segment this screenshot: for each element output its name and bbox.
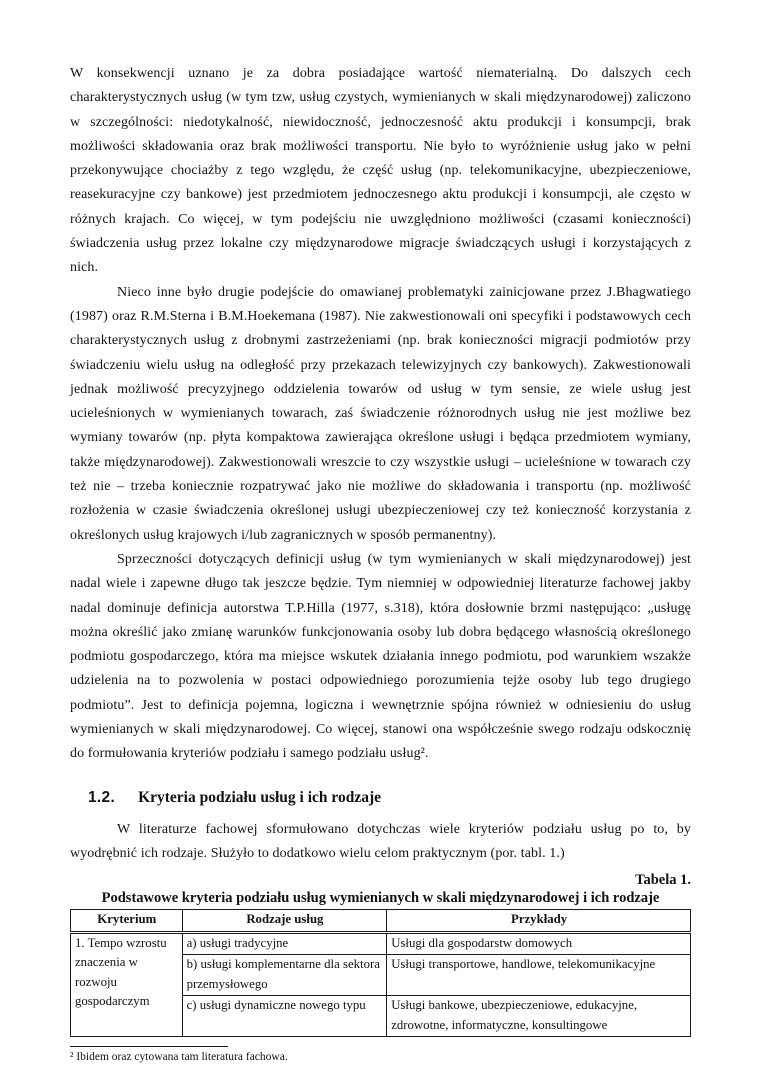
section-number: 1.2. (88, 788, 116, 806)
table-label: Tabela 1. (635, 872, 691, 889)
paragraph-4: W literaturze fachowej sformułowano dotychczas wiele kryteriów podziału usług po to, by wyodrębnić ich rodzaje. Służyło to dodatkowo wielu celom praktycznym (por. tabl. 1.) (70, 821, 691, 861)
examples-cell: Usługi dla gospodarstw domowych (387, 932, 691, 955)
paragraph-2: Nieco inne było drugie podejście do omawianej problematyki zainicjowane przez J.Bhagwatiego (1987) oraz R.M.Sterna i B.M.Hoekemana (1987). Nie zakwestionowali oni specyfiki i podstawowych cech charakterystycznych usług z drobnymi zastrzeżeniami (np. brak konieczności migracji podmiotów przy świadczeniu wielu usług na odległość przy przekazach telewizyjnych czy bankowych). Zakwestionowali jednak możliwość precyzyjnego oddzielenia towarów od usług w tym sensie, ze wiele usług jest ucieleśnionych w wymienianych towarach, zaś świadczenie różnorodnych usług nie jest możliwe bez wymiany towarów (np. płyta kompaktowa zawierająca określone usługi i będąca przedmiotem wymiany, także międzynarodowej). Zakwestionowali wreszcie to czy wszystkie usługi – ucieleśnione w towarach czy też nie – trzeba koniecznie rozpatrywać jako nie możliwe do składowania i transportu (np. możliwość rozłożenia w czasie świadczenia określonej usługi ubezpieczeniowej czy też konieczność korzystania z określonych usług krajowych i/lub zagranicznych w sposób permanentny). (70, 284, 691, 543)
column-header-rodzaje: Rodzaje usług (182, 910, 387, 933)
column-header-przyklady: Przykłady (387, 910, 691, 933)
table-row (71, 932, 691, 955)
footnote-separator (70, 1046, 228, 1047)
table-caption: Podstawowe kryteria podziału usług wymienianych w skali międzynarodowej i ich rodzaje (101, 890, 660, 907)
paragraph-1: W konsekwencji uznano je za dobra posiadające wartość niematerialną. Do dalszych cech charakterystycznych usług (w tym tzw, usług czystych, wymienianych w skali międzynarodowej) zaliczono w szczególności: niedotykalność, niewidoczność, jednoczesność aktu produkcji i konsumpcji, brak możliwości składowania oraz brak możliwości transportu. Nie było to wyróżnienie usług jako w pełni przekonywujące chociażby z tego względu, że część usług (np. telekomunikacyjne, ubezpieczeniowe, reasekuracyjne czy bankowe) jest przedmiotem jednoczesnego aktu produkcji i konsumpcji, ale często w różnych krajach. Co więcej, w tym podejściu nie uwzględniono możliwości (czasami konieczności) świadczenia usług przez lokalne czy międzynarodowe migracje świadczących usługi i korzystających z nich. (70, 66, 691, 276)
paragraph-3: Sprzeczności dotyczących definicji usług (w tym wymienianych w skali międzynarodowej) jest nadal wiele i zapewne długo tak jeszcze będzie. Tym niemniej w odpowiedniej literaturze fachowej jakby nadal dominuje definicja autorstwa T.P.Hilla (1977, s.318), która dosłownie brzmi następująco: „usługę można określić jako zmianę warunków funkcjonowania osoby lub dobra będącego własnością określonego podmiotu gospodarczego, która ma miejsce wskutek działania innego podmiotu, pod warunkiem wszakże udzielenia na to pozwolenia w postaci odpowiedniego porozumienia tejże osoby lub tego drugiego podmiotu”. Jest to definicja pojemna, logiczna i wewnętrznie spójna również w odniesieniu do usług wymienianych w skali międzynarodowej. Co więcej, stanowi ona współcześnie swego rodzaju odskocznię do formułowania kryteriów podziału i samego podziału usług². (70, 551, 691, 762)
examples-cell: Usługi transportowe, handlowe, telekomunikacyjne (387, 955, 691, 996)
section-heading (88, 789, 691, 807)
type-cell: b) usługi komplementarne dla sektora przemysłowego (182, 955, 387, 996)
section-title: Kryteria podziału usług i ich rodzaje (138, 788, 382, 806)
criterion-cell: 1. Tempo wzrostu znaczenia w rozwoju gospodarczym (71, 932, 183, 1037)
criteria-table (70, 909, 691, 1037)
column-header-kryterium: Kryterium (71, 910, 183, 933)
footnote: ² Ibidem oraz cytowana tam literatura fachowa. (70, 1051, 288, 1064)
table-header-row (71, 910, 691, 933)
examples-cell: Usługi bankowe, ubezpieczeniowe, edukacyjne, zdrowotne, informatyczne, konsultingowe (387, 996, 691, 1037)
type-cell: a) usługi tradycyjne (182, 932, 387, 955)
type-cell: c) usługi dynamiczne nowego typu (182, 996, 387, 1037)
